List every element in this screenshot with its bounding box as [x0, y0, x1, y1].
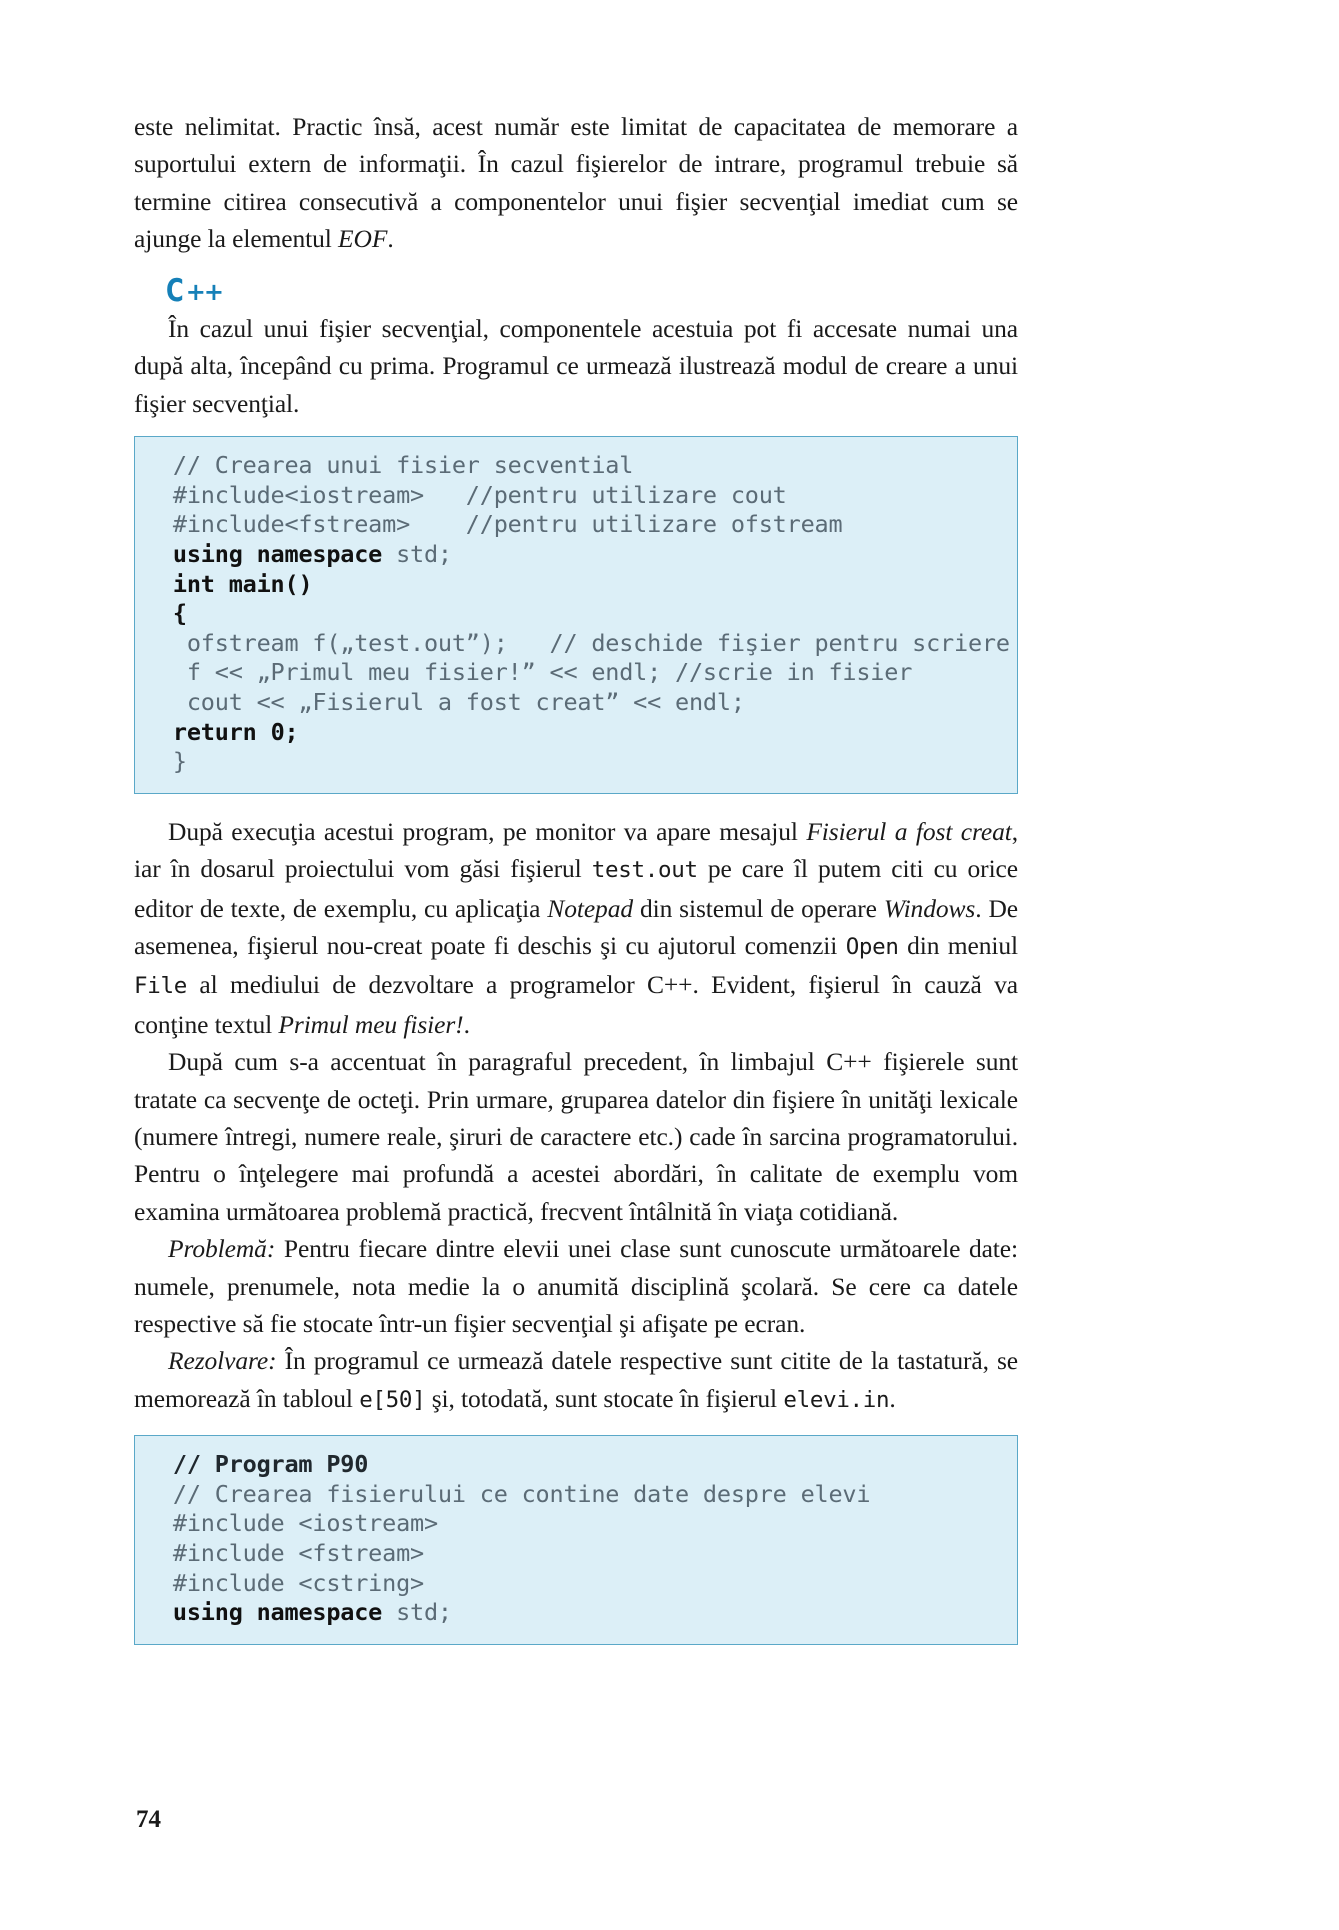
- after-code1-p6: din meniul: [898, 931, 1018, 960]
- after-code1-p3: pe care îl putem citi cu orice editor de texte, de exemplu, cu aplicaţia: [134, 854, 1018, 923]
- code-text: // Crearea unui fisier secvential: [145, 451, 634, 480]
- code-text: [145, 599, 173, 627]
- after-code1-em4: Primul meu fisier!: [278, 1009, 464, 1039]
- code-line: [145, 481, 1007, 511]
- code-line: [145, 718, 1007, 748]
- code-text: [145, 540, 173, 568]
- solution-mono-file: elevi.in: [783, 1386, 890, 1413]
- code-keyword: 0;: [270, 717, 299, 746]
- code-line: [145, 1569, 1007, 1599]
- code-text: f << „Primul meu fisier!” << endl; //scrie in fisier: [145, 658, 913, 687]
- code-line: [145, 1509, 1007, 1539]
- cpp-section-marker: [166, 272, 222, 309]
- code-text: std;: [382, 540, 452, 569]
- code-line: [145, 540, 1007, 570]
- code-text: std;: [382, 1598, 452, 1627]
- after-code1-em2-notepad: Notepad: [547, 893, 633, 923]
- intro-text-part1: este nelimitat. Practic însă, acest număr este limitat de capacitatea de memorare a suportului extern de informaţii. În cazul fişierelor de intrare, programul trebuie să termine citirea consecutivă a componentelor unui fişier secvenţial imediat cum se ajunge la elementul: [134, 112, 1018, 254]
- after-code1-mono-file: File: [134, 973, 187, 1000]
- code-line: [145, 510, 1007, 540]
- intro-emphasis-eof: EOF: [338, 224, 388, 254]
- code-text: [145, 1598, 173, 1626]
- paragraph-solution: [134, 1342, 1018, 1419]
- problem-text: Pentru fiecare dintre elevii unei clase sunt cunoscute următoarele date: numele, prenumele, nota medie la o anumită disciplină şcolară. Se cere ca datele respective să fie stocate într-un fişier secvenţial şi afişate pe ecran.: [134, 1234, 1018, 1339]
- code-text: // Crearea fisierului ce contine date despre elevi: [145, 1479, 871, 1508]
- code-text: #include <cstring>: [145, 1568, 424, 1597]
- problem-label: Problemă:: [168, 1234, 276, 1264]
- paragraph-problem: [134, 1230, 1018, 1342]
- after-code1-p1: După execuţia acestui program, pe monitor va apare mesajul: [168, 816, 807, 846]
- solution-text-1: În programul ce urmează datele respective sunt citite de la tastatură, se memorează în tabloul: [134, 1346, 1018, 1413]
- after-code1-em3-windows: Windows: [883, 893, 976, 923]
- code-line: [145, 1480, 1007, 1510]
- after-code1-p7: al mediului de dezvoltare a programelor C++. Evident, fişierul în cauză va conţine textul: [134, 970, 1018, 1039]
- code-text: #include <iostream>: [145, 1509, 438, 1538]
- cpp-letter-c: C: [166, 272, 183, 309]
- intro-text-part2: .: [387, 224, 394, 254]
- after-code1-em1: Fisierul a fost creat: [806, 816, 1012, 846]
- code-keyword: return: [172, 717, 257, 746]
- solution-label: Rezolvare:: [168, 1346, 277, 1376]
- after-code1-p4: din sistemul de operare: [633, 893, 884, 923]
- paragraph-bytes: După cum s-a accentuat în paragraful precedent, în limbajul C++ fişierele sunt tratate ca secvenţe de octeţi. Prin urmare, gruparea datelor din fişiere în unităţi lexicale (numere întregi, numere reale, şiruri de caractere etc.) cade în sarcina programatorului. Pentru o înţelegere mai profundă a acestei abordări, în calitate de exemplu vom examina următoarea problemă practică, frecvent întâlnită în viaţa cotidiană.: [134, 1047, 1018, 1226]
- code-keyword: {: [172, 599, 187, 628]
- code-text: [145, 718, 173, 746]
- code-line: [145, 658, 1007, 688]
- page-content: [134, 108, 1018, 1645]
- code-block-create-sequential-file: [134, 436, 1018, 794]
- code-text: }: [145, 747, 187, 776]
- after-code1-mono-testout: test.out: [591, 857, 698, 884]
- after-code1-p8: .: [463, 1009, 470, 1039]
- paragraph-after-code1: [134, 813, 1018, 1043]
- code-keyword: using namespace: [172, 1598, 383, 1627]
- solution-mono-array: e[50]: [359, 1386, 426, 1413]
- code-line: [145, 747, 1007, 777]
- page-number: 74: [136, 1806, 161, 1833]
- cpp-plus-plus: ++: [185, 277, 222, 306]
- code-text: #include <fstream>: [145, 1539, 424, 1568]
- code-keyword: int main(): [172, 569, 313, 598]
- after-code1-p5: . De asemenea, fişierul nou-creat poate fi deschis şi cu ajutorul comenzii: [134, 893, 1018, 960]
- solution-text-2: şi, totodată, sunt stocate în fişierul: [425, 1383, 784, 1413]
- code-line: [145, 1450, 1007, 1480]
- code-line: [145, 1598, 1007, 1628]
- code-text: [257, 718, 271, 746]
- solution-text-3: .: [889, 1383, 896, 1413]
- code-comment-strong: // Program P90: [145, 1450, 369, 1479]
- code-block-program-p90: [134, 1435, 1018, 1645]
- code-text: [145, 570, 173, 598]
- after-code1-mono-open: Open: [845, 934, 899, 960]
- after-code1-p2: , iar în dosarul proiectului vom găsi fişierul: [134, 816, 1018, 884]
- paragraph-after-marker: În cazul unui fişier secvenţial, componentele acestuia pot fi accesate numai una după alta, începând cu prima. Programul ce urmează ilustrează modul de creare a unui fişier secvenţial.: [134, 314, 1018, 418]
- code-line: [145, 1539, 1007, 1569]
- code-line: [145, 451, 1007, 481]
- code-text: cout << „Fisierul a fost creat” << endl;: [145, 688, 745, 716]
- code-keyword: using namespace: [172, 540, 383, 569]
- code-line: [145, 599, 1007, 629]
- code-text: #include<iostream> //pentru utilizare cout: [145, 480, 787, 509]
- code-line: [145, 570, 1007, 600]
- code-text: ofstream f(„test.out”); // deschide fişier pentru scriere: [145, 628, 1010, 657]
- code-line: [145, 628, 1010, 659]
- code-text: #include<fstream> //pentru utilizare ofstream: [145, 510, 843, 539]
- code-line: [145, 688, 1007, 718]
- paragraph-intro: [134, 108, 1018, 258]
